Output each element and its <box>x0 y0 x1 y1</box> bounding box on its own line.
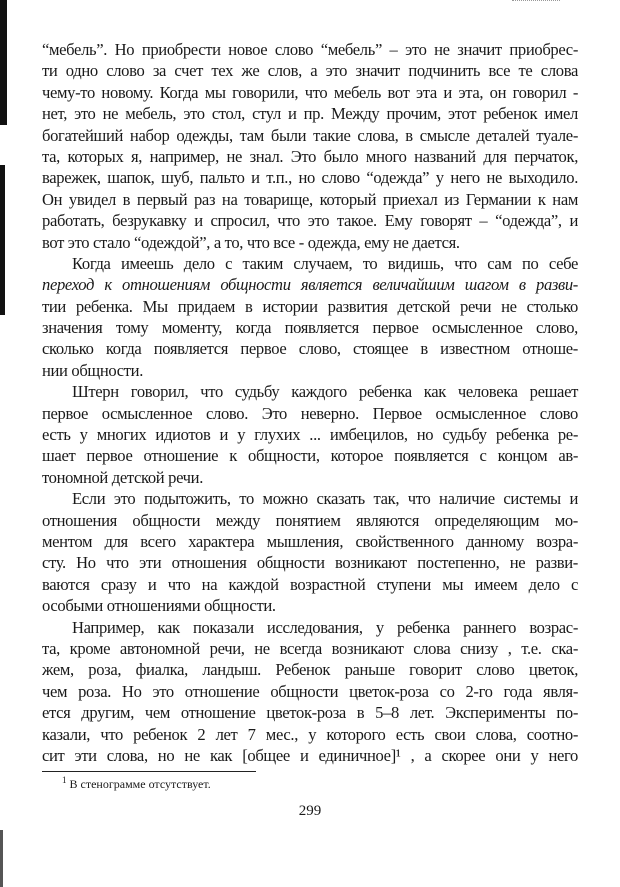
text-line: сту. Но что эти отношения общности возникают постепенно, не разви- <box>42 553 578 573</box>
footnote <box>62 777 211 791</box>
text-line: Он увидел в первый раз на товарище, который приехал из Германии к нам <box>42 189 578 209</box>
text-line: жем, роза, фиалка, ландыш. Ребенок раньше говорит слово цветок, <box>42 660 578 680</box>
body-text <box>42 39 578 766</box>
text-line: чему-то новому. Когда мы говорили, что мебель вот эта и эта, он говорил - <box>42 82 578 102</box>
text-line: сколько когда появляется первое слово, стоящее в известном отноше- <box>42 339 578 359</box>
text-line: ется другим, чем отношение цветок-роза в 5–8 лет. Эксперименты по- <box>42 703 578 723</box>
text-line: Например, как показали исследования, у ребенка раннего возрас- <box>72 617 578 637</box>
text-line: ваются сразу и что на каждой возрастной ступени мы имеем дело с <box>42 574 578 594</box>
text-line: чем роза. Но это отношение общности цветок-роза со 2-го года явля- <box>42 681 578 701</box>
text-line: значения тому моменту, когда появляется первое осмысленное слово, <box>42 318 578 338</box>
text-line: казали, что ребенок 2 лет 7 мес., у которого есть свои слова, соотно- <box>42 724 578 744</box>
scan-edge-shadow <box>0 165 5 315</box>
text-line: переход к отношениям общности является величайшим шагом в разви- <box>42 275 578 295</box>
header-remnant <box>512 0 560 4</box>
text-line: есть у многих идиотов и у глухих ... имбецилов, но судьбу ребенка ре- <box>42 425 578 445</box>
text-line: нии общности. <box>42 360 143 380</box>
text-line: та, которых я, например, не знал. Это было много названий для перчаток, <box>42 146 578 166</box>
text-line: сит эти слова, но не как [общее и единичное]¹ , а скорее они у него <box>42 745 578 765</box>
footnote-text: В стенограмме отсутствует. <box>69 777 211 791</box>
text-line: ти одно слово за счет тех же слов, а это значит подчинить все те слова <box>42 61 578 81</box>
text-line: работать, безрукавку и спросил, что это такое. Ему говорят – “одежда”, и <box>42 211 578 231</box>
text-line: тии ребенка. Мы придаем в истории развития детской речи не столько <box>42 296 578 316</box>
text-line: особыми отношениями общности. <box>42 596 276 616</box>
text-line: первое осмысленное слово. Это неверно. Первое осмысленное слово <box>42 403 578 423</box>
text-line: та, кроме автономной речи, не всегда возникают слова снизу , т.е. ска- <box>42 638 578 658</box>
text-line: “мебель”. Но приобрести новое слово “мебель” – это не значит приобрес- <box>42 40 578 59</box>
text-line: Штерн говорил, что судьбу каждого ребенка как человека решает <box>72 382 578 402</box>
page-number: 299 <box>298 803 322 819</box>
text-line: Если это подытожить, то можно сказать так, что наличие системы и <box>72 489 578 509</box>
text-line: богатейший набор одежды, там были такие слова, в смысле деталей туале- <box>42 125 578 145</box>
text-line: Когда имеешь дело с таким случаем, то видишь, что сам по себе <box>72 253 578 273</box>
text-line: ментом для всего характера мышления, свойственного данному возра- <box>42 531 578 551</box>
scan-edge-shadow <box>0 830 3 887</box>
text-line: отношения общности между понятием являются определяющим мо- <box>42 510 578 530</box>
footnote-divider <box>42 771 256 772</box>
text-line: варежек, шапок, шуб, пальто и т.п., но слово “одежда” у него не выходило. <box>42 168 578 188</box>
footnote-mark: 1 <box>62 775 67 785</box>
text-line: вот это стало “одеждой”, а то, что все - одежда, ему не дается. <box>42 232 460 252</box>
text-line: шает первое отношение к общности, которое появляется с концом ав- <box>42 446 578 466</box>
text-line: нет, это не мебель, это стол, стул и пр. Между прочим, этот ребенок имел <box>42 104 578 124</box>
text-line: тономной детской речи. <box>42 467 203 487</box>
scan-edge-shadow <box>0 0 7 125</box>
